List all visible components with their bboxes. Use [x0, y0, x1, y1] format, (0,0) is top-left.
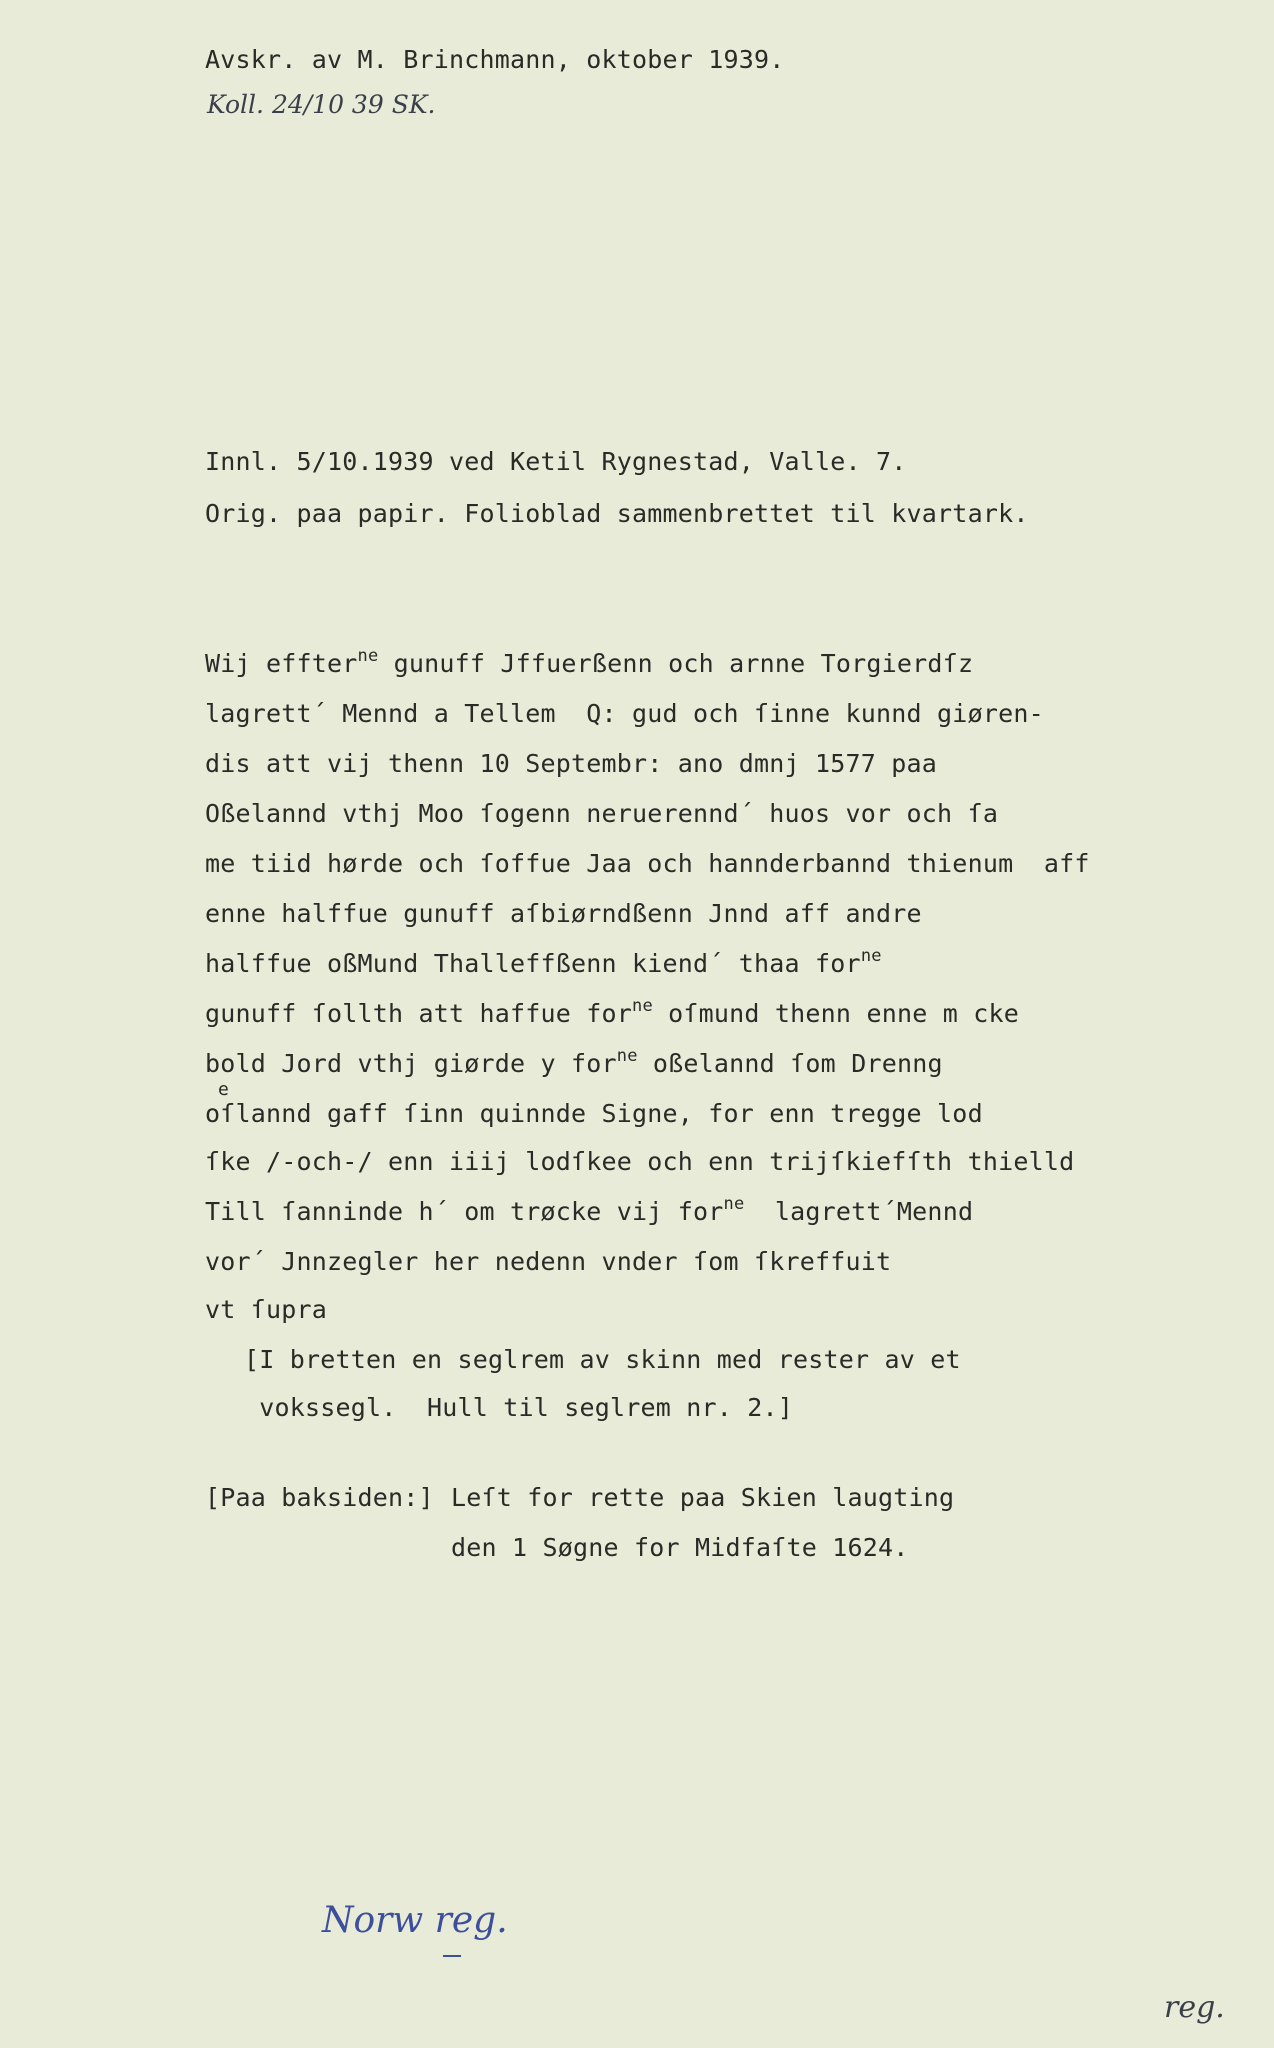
- pen-mark: [443, 1955, 461, 1957]
- letter-line-1: Wij effter$^{ne}$ gunuff Jffuerßenn och arnne Torgierdſz: [205, 646, 974, 678]
- back-side-line-2: den 1 Søgne for Midfaſte 1624.: [451, 1533, 909, 1562]
- letter-line-4: Oßelannd vthj Moo ſogenn neruerennd´ huos vor och ſa: [205, 799, 999, 828]
- letter-line-9: bold Jord vthj giørde y for$^{ne}$ oßelannd ſom Drenng: [205, 1046, 943, 1078]
- seal-note-line-2: vokssegl. Hull til seglrem nr. 2.]: [244, 1393, 794, 1422]
- seal-note-line-1: [I bretten en seglrem av skinn med rester av et: [244, 1345, 961, 1374]
- back-side-line-1: Leſt for rette paa Skien laugting: [451, 1483, 955, 1512]
- intro-line-2: Orig. paa papir. Folioblad sammenbrettet til kvartark.: [205, 499, 1029, 528]
- letter-line-14: vt ſupra: [205, 1295, 328, 1324]
- letter-line-8: gunuff ſollth att haffue for$^{ne}$ oſmund thenn enne m cke: [205, 996, 1019, 1028]
- letter-line-6: enne halffue gunuff aſbiørndßenn Jnnd aff andre: [205, 899, 922, 928]
- letter-line-3: dis att vij thenn 10 Septembr: ano dmnj 1577 paa: [205, 749, 938, 778]
- back-side-label: [Paa baksiden:]: [205, 1483, 434, 1512]
- letter-line-13: vor´ Jnnzegler her nedenn vnder ſom ſkreffuit: [205, 1247, 892, 1276]
- corner-annotation: reg.: [1164, 1990, 1225, 2025]
- intro-line-1: Innl. 5/10.1939 ved Ketil Rygnestad, Valle. 7.: [205, 447, 907, 476]
- transcription-note: Avskr. av M. Brinchmann, oktober 1939.: [205, 45, 785, 74]
- letter-line-2: lagrett´ Mennd a Tellem Q: gud och ſinne kunnd giøren-: [205, 699, 1044, 728]
- archive-annotation: Norw reg.: [322, 1900, 508, 1941]
- letter-line-11: ſke /-och-/ enn iiij lodſkee och enn trijſkiefſth thielld: [205, 1147, 1075, 1176]
- letter-line-10: oſlannd gaff ſinn quinnde Signe, for enn tregge lod: [205, 1099, 983, 1128]
- letter-line-10-insertion: e: [218, 1079, 230, 1100]
- letter-line-5: me tiid hørde och ſoffue Jaa och hannderbannd thienum aff: [205, 849, 1090, 878]
- letter-line-7: halffue oßMund Thalleffßenn kiend´ thaa for$^{ne}$: [205, 946, 882, 978]
- letter-line-12: Till ſanninde h´ om trøcke vij for$^{ne}$ lagrett´Mennd: [205, 1194, 974, 1226]
- collation-note: Koll. 24/10 39 SK.: [207, 90, 436, 119]
